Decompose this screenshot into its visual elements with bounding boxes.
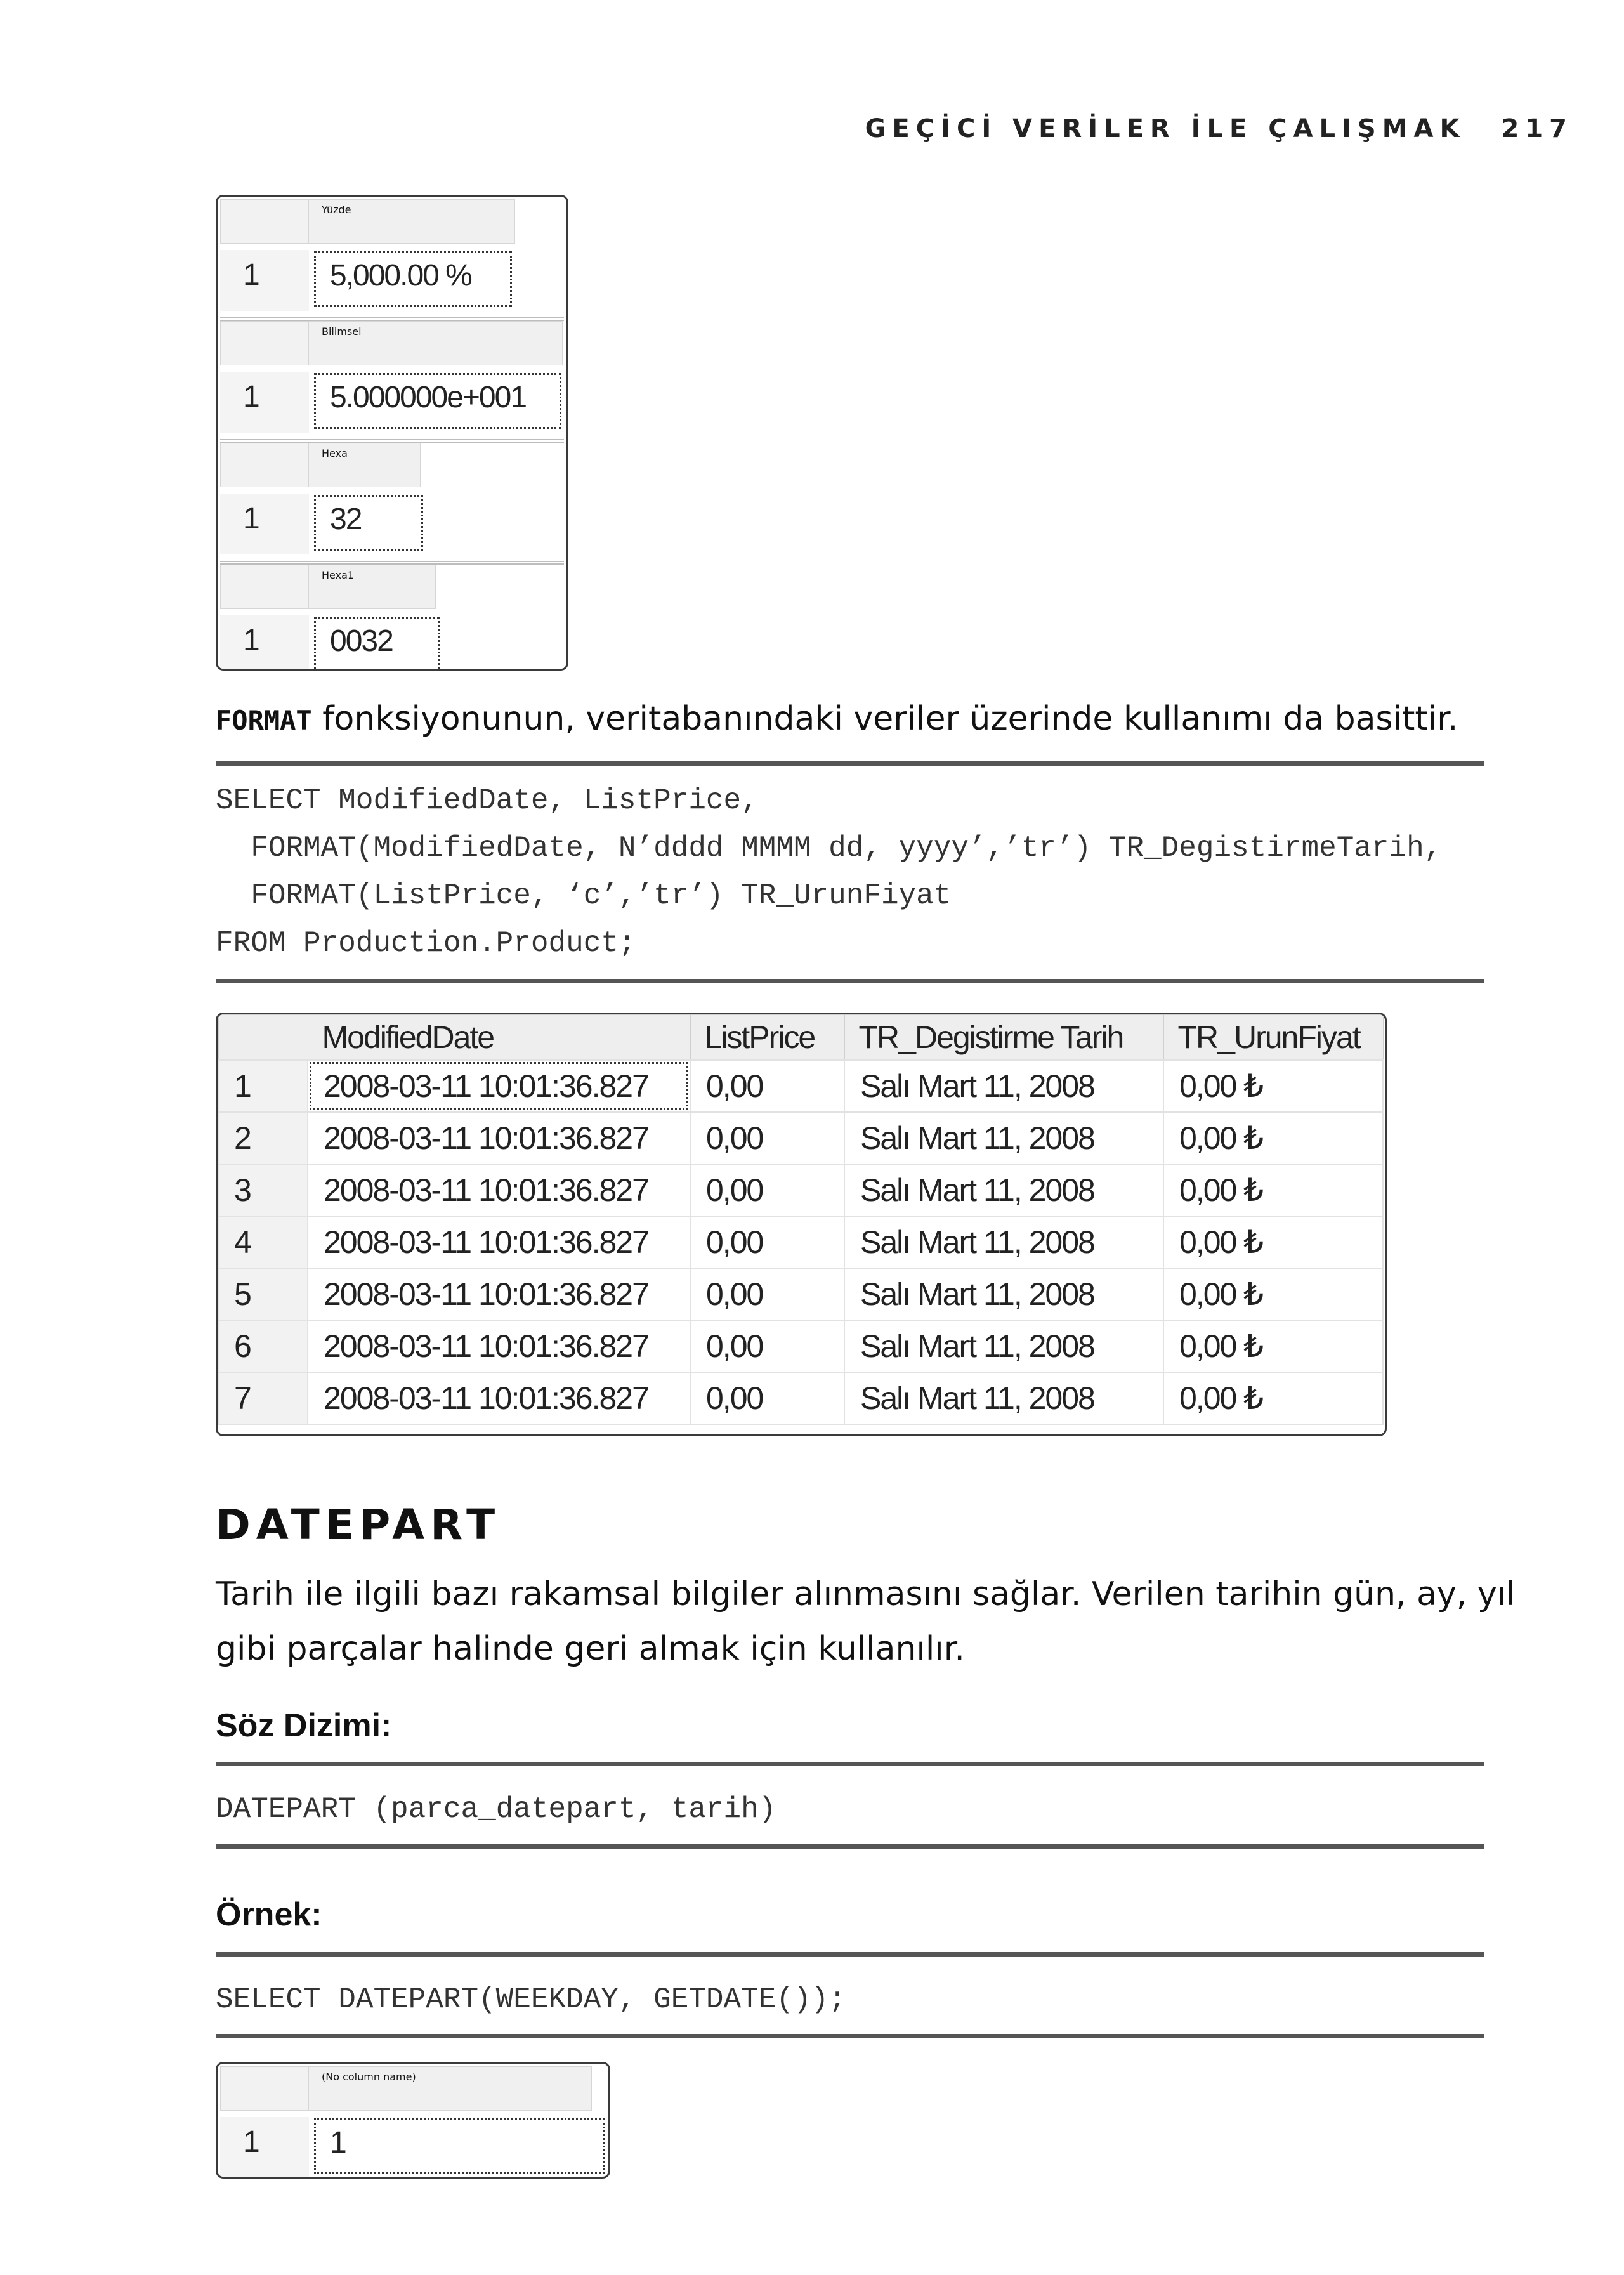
row-number: 1 bbox=[220, 494, 309, 554]
table-row[interactable] bbox=[218, 1112, 1383, 1164]
row-number: 4 bbox=[218, 1216, 308, 1268]
result-grid-hexa1 bbox=[220, 565, 564, 671]
cell-listprice[interactable]: 0,00 bbox=[690, 1372, 844, 1424]
table-row[interactable] bbox=[218, 1372, 1383, 1424]
cell-tr-urunfiyat[interactable]: 0,00 ₺ bbox=[1163, 1372, 1383, 1424]
code-line: FORMAT(ModifiedDate, N’dddd MMMM dd, yyyy’,’tr’) TR_DegistirmeTarih, bbox=[216, 832, 1442, 865]
cell-tr-urunfiyat[interactable]: 0,00 ₺ bbox=[1163, 1268, 1383, 1320]
column-header-tr-degistirme-tarih[interactable]: TR_Degistirme Tarih bbox=[844, 1015, 1163, 1061]
column-header[interactable]: Hexa1 bbox=[309, 565, 436, 609]
row-number: 1 bbox=[220, 2117, 309, 2178]
cell-tr-degistirme-tarih[interactable]: Salı Mart 11, 2008 bbox=[844, 1320, 1163, 1372]
grid-corner bbox=[220, 565, 309, 609]
row-number: 1 bbox=[220, 250, 309, 311]
code-line: SELECT ModifiedDate, ListPrice, bbox=[216, 784, 759, 817]
row-number: 1 bbox=[220, 615, 309, 671]
format-intro-paragraph bbox=[216, 692, 1548, 748]
section-title: DATEPART bbox=[216, 1500, 501, 1549]
format-keyword: FORMAT bbox=[216, 705, 312, 736]
cell-listprice[interactable]: 0,00 bbox=[690, 1112, 844, 1164]
row-number: 6 bbox=[218, 1320, 308, 1372]
running-head bbox=[863, 114, 1573, 143]
code-rule-bottom bbox=[216, 979, 1484, 983]
row-number: 2 bbox=[218, 1112, 308, 1164]
cell-tr-urunfiyat[interactable]: 0,00 ₺ bbox=[1163, 1112, 1383, 1164]
format-intro-text: fonksiyonunun, veritabanındaki veriler üzerinde kullanımı da basittir. bbox=[311, 700, 1458, 738]
column-header-tr-urunfiyat[interactable]: TR_UrunFiyat bbox=[1163, 1015, 1383, 1061]
syntax-label: Söz Dizimi: bbox=[216, 1707, 392, 1744]
cell-listprice[interactable]: 0,00 bbox=[690, 1060, 844, 1112]
result-cell[interactable]: 32 bbox=[314, 495, 423, 551]
example-rule-bottom bbox=[216, 2034, 1484, 2038]
grid-corner bbox=[220, 443, 309, 487]
cell-listprice[interactable]: 0,00 bbox=[690, 1320, 844, 1372]
cell-tr-degistirme-tarih[interactable]: Salı Mart 11, 2008 bbox=[844, 1372, 1163, 1424]
running-title: GEÇİCİ VERİLER İLE ÇALIŞMAK bbox=[865, 114, 1466, 143]
cell-modifieddate[interactable]: 2008-03-11 10:01:36.827 bbox=[308, 1112, 690, 1164]
column-header[interactable]: Hexa bbox=[309, 443, 421, 487]
cell-listprice[interactable]: 0,00 bbox=[690, 1164, 844, 1216]
description-line: Tarih ile ilgili bazı rakamsal bilgiler alınmasını sağlar. Verilen tarihin gün, ay, yıl bbox=[216, 1575, 1516, 1613]
cell-modifieddate[interactable]: 2008-03-11 10:01:36.827 bbox=[308, 1216, 690, 1268]
cell-modifieddate[interactable]: 2008-03-11 10:01:36.827 bbox=[308, 1268, 690, 1320]
row-number: 3 bbox=[218, 1164, 308, 1216]
cell-tr-urunfiyat[interactable]: 0,00 ₺ bbox=[1163, 1320, 1383, 1372]
description-line: gibi parçalar halinde geri almak için kullanılır. bbox=[216, 1630, 965, 1668]
table-row[interactable] bbox=[218, 1216, 1383, 1268]
cell-listprice[interactable]: 0,00 bbox=[690, 1216, 844, 1268]
column-header-modifieddate[interactable]: ModifiedDate bbox=[308, 1015, 690, 1061]
cell-modifieddate[interactable]: 2008-03-11 10:01:36.827 bbox=[308, 1372, 690, 1424]
result-cell[interactable]: 1 bbox=[314, 2118, 605, 2174]
code-rule-top bbox=[216, 761, 1484, 766]
grid-corner bbox=[220, 2066, 309, 2111]
result-grid-yuzde bbox=[220, 199, 564, 321]
cell-modifieddate[interactable]: 2008-03-11 10:01:36.827 bbox=[308, 1060, 690, 1112]
table-header-row bbox=[218, 1015, 1383, 1061]
cell-tr-degistirme-tarih[interactable]: Salı Mart 11, 2008 bbox=[844, 1060, 1163, 1112]
table-row[interactable] bbox=[218, 1060, 1383, 1112]
cell-listprice[interactable]: 0,00 bbox=[690, 1268, 844, 1320]
result-cell[interactable]: 0032 bbox=[314, 617, 440, 671]
row-number: 1 bbox=[218, 1060, 308, 1112]
table-row[interactable] bbox=[218, 1164, 1383, 1216]
datepart-description bbox=[216, 1567, 1561, 1676]
column-header[interactable]: Bilimsel bbox=[309, 321, 563, 365]
cell-tr-urunfiyat[interactable]: 0,00 ₺ bbox=[1163, 1060, 1383, 1112]
result-cell[interactable]: 5.000000e+001 bbox=[314, 373, 561, 429]
page-number: 217 bbox=[1501, 114, 1573, 143]
column-header[interactable]: Yüzde bbox=[309, 199, 515, 244]
syntax-rule-top bbox=[216, 1762, 1484, 1766]
result-cell[interactable]: 5,000.00 % bbox=[314, 251, 512, 307]
results-table bbox=[218, 1014, 1384, 1425]
cell-modifieddate[interactable]: 2008-03-11 10:01:36.827 bbox=[308, 1320, 690, 1372]
row-number: 7 bbox=[218, 1372, 308, 1424]
row-number: 5 bbox=[218, 1268, 308, 1320]
cell-tr-degistirme-tarih[interactable]: Salı Mart 11, 2008 bbox=[844, 1216, 1163, 1268]
datepart-result-panel bbox=[216, 2062, 610, 2179]
cell-tr-urunfiyat[interactable]: 0,00 ₺ bbox=[1163, 1216, 1383, 1268]
example-code: SELECT DATEPART(WEEKDAY, GETDATE()); bbox=[216, 1983, 846, 2016]
row-number-header bbox=[218, 1015, 308, 1061]
syntax-rule-bottom bbox=[216, 1844, 1484, 1849]
code-line: FORMAT(ListPrice, ‘c’,’tr’) TR_UrunFiyat bbox=[216, 879, 952, 912]
result-grid-hexa bbox=[220, 443, 564, 565]
cell-tr-degistirme-tarih[interactable]: Salı Mart 11, 2008 bbox=[844, 1268, 1163, 1320]
format-query-results bbox=[216, 1013, 1387, 1436]
grid-corner bbox=[220, 321, 309, 365]
column-header[interactable]: (No column name) bbox=[309, 2066, 592, 2111]
cell-tr-urunfiyat[interactable]: 0,00 ₺ bbox=[1163, 1164, 1383, 1216]
format-code-block bbox=[216, 777, 1441, 967]
cell-tr-degistirme-tarih[interactable]: Salı Mart 11, 2008 bbox=[844, 1164, 1163, 1216]
table-row[interactable] bbox=[218, 1320, 1383, 1372]
example-label: Örnek: bbox=[216, 1896, 322, 1933]
result-grid-no-column-name bbox=[220, 2066, 606, 2174]
column-header-listprice[interactable]: ListPrice bbox=[690, 1015, 844, 1061]
code-line: FROM Production.Product; bbox=[216, 927, 636, 960]
example-rule-top bbox=[216, 1952, 1484, 1957]
grid-corner bbox=[220, 199, 309, 244]
row-number: 1 bbox=[220, 372, 309, 433]
cell-tr-degistirme-tarih[interactable]: Salı Mart 11, 2008 bbox=[844, 1112, 1163, 1164]
format-results-panel bbox=[216, 195, 568, 671]
result-grid-bilimsel bbox=[220, 321, 564, 443]
cell-modifieddate[interactable]: 2008-03-11 10:01:36.827 bbox=[308, 1164, 690, 1216]
syntax-code: DATEPART (parca_datepart, tarih) bbox=[216, 1793, 776, 1826]
table-row[interactable] bbox=[218, 1268, 1383, 1320]
